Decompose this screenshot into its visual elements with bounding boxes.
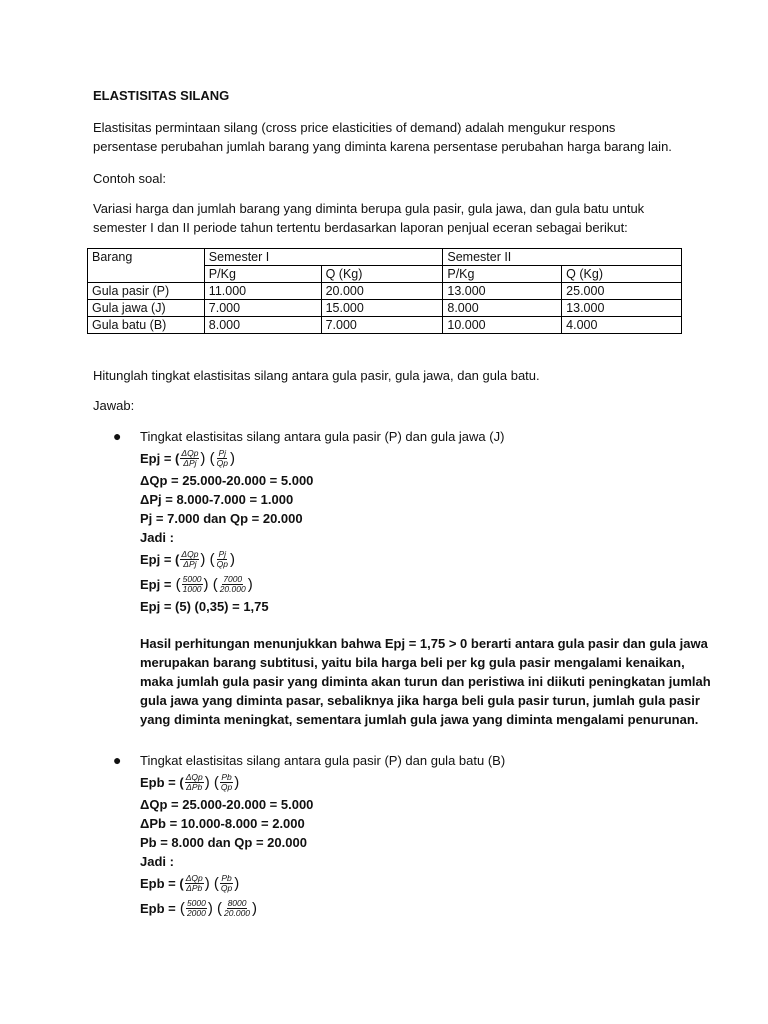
explanation-line: merupakan barang subtitusi, yaitu bila harga beli per kg gula pasir mengalami kenaikan, <box>140 655 685 670</box>
fraction-denominator: Qp <box>216 458 228 468</box>
fraction <box>223 899 251 918</box>
formula-lhs: Epb = ( <box>140 876 184 891</box>
table-cell: 15.000 <box>321 300 443 317</box>
value-formula-line: Epj = ( $\frac{5000}{1000}$ ) ( $\frac{7000}{20.000}$ ) <box>140 574 253 594</box>
section-pasir-jawa <box>140 427 711 729</box>
fraction-denominator: 1000 <box>182 584 202 594</box>
fraction-denominator: ΔPb <box>186 782 203 792</box>
table-row <box>88 317 682 334</box>
section-heading: Tingkat elastisitas silang antara gula pasir (P) dan gula batu (B) <box>140 753 506 768</box>
fraction-numerator: 7000 <box>223 574 243 584</box>
intro-line: Elastisitas permintaan silang (cross price elasticities of demand) adalah mengukur respons <box>93 120 616 135</box>
table-cell: 8.000 <box>443 300 562 317</box>
table-cell: 8.000 <box>204 317 321 334</box>
fraction-numerator: Pb <box>221 772 232 782</box>
fraction-numerator: Pb <box>221 873 232 883</box>
fraction-denominator: Qp <box>216 559 228 569</box>
table-cell: Gula jawa (J) <box>88 300 205 317</box>
explanation-line: maka jumlah gula pasir yang diminta akan turun dan peristiwa ini diikuti peningkatan jumlah <box>140 674 711 689</box>
table-row <box>88 283 682 300</box>
example-label: Contoh soal: <box>93 171 166 186</box>
fraction-numerator: ΔQp <box>185 772 203 782</box>
fraction-denominator: ΔPb <box>186 883 203 893</box>
table-header-cell: P/Kg <box>443 266 562 283</box>
table-cell: 7.000 <box>321 317 443 334</box>
table-cell: 13.000 <box>562 300 682 317</box>
fraction-numerator: 5000 <box>182 574 202 584</box>
fraction <box>186 899 207 918</box>
formula-lhs: Epj = ( <box>140 451 180 466</box>
table-header-cell: Q (Kg) <box>321 266 443 283</box>
fraction <box>185 773 204 792</box>
bullet-icon: ● <box>113 752 122 768</box>
fraction-numerator: Pj <box>218 448 227 458</box>
question-line: semester I dan II periode tahun tertentu berdasarkan laporan penjual eceran sebagai berikut: <box>93 220 628 235</box>
explanation-line: gula jawa yang diminta pasar, sebaliknya jika harga beli gula pasir turun, jumlah gula pasir <box>140 693 700 708</box>
table-cell: 10.000 <box>443 317 562 334</box>
price-quantity-table <box>87 248 682 334</box>
table-header-cell: Semester II <box>443 249 682 266</box>
table-row <box>88 300 682 317</box>
section-heading: Tingkat elastisitas silang antara gula pasir (P) dan gula jawa (J) <box>140 429 505 444</box>
table-cell: 20.000 <box>321 283 443 300</box>
table-header-row <box>88 249 682 266</box>
fraction <box>180 550 199 569</box>
formula-lhs: Epj = <box>140 577 172 592</box>
calc-line: Pb = 8.000 dan Qp = 20.000 <box>140 835 307 850</box>
fraction <box>219 575 247 594</box>
fraction-numerator: 5000 <box>186 898 206 908</box>
fraction <box>185 874 204 893</box>
fraction-denominator: 20.000 <box>224 908 251 918</box>
calc-line: ΔQp = 25.000-20.000 = 5.000 <box>140 797 314 812</box>
table-cell: 4.000 <box>562 317 682 334</box>
formula-line: Epj = ( ΔQp ΔPj ) ( $\frac{Pj}{Qp}$ ) <box>140 549 235 569</box>
intro-paragraph <box>93 118 672 156</box>
formula-line: Epb = ( ΔQp ΔPb ) ( $\frac{Pb}{Qp}$ ) <box>140 772 240 792</box>
formula-lhs: Epj = ( <box>140 552 180 567</box>
explanation-line: yang diminta meningkat, sementara jumlah gula jawa yang diminta mengalami penurunan. <box>140 712 699 727</box>
fraction <box>182 575 203 594</box>
calc-line: ΔPb = 10.000-8.000 = 2.000 <box>140 816 305 831</box>
fraction-numerator: Pj <box>218 549 227 559</box>
table-cell: 7.000 <box>204 300 321 317</box>
intro-line: persentase perubahan jumlah barang yang diminta karena persentase perubahan harga barang lain. <box>93 139 672 154</box>
answer-label: Jawab: <box>93 398 135 413</box>
document-title: ELASTISITAS SILANG <box>93 88 230 103</box>
question-paragraph <box>93 199 644 237</box>
fraction <box>216 550 229 569</box>
fraction <box>220 874 233 893</box>
explanation-line: Hasil perhitungan menunjukkan bahwa Epj = 1,75 > 0 berarti antara gula pasir dan gula jawa <box>140 636 708 651</box>
table-header-cell: P/Kg <box>204 266 321 283</box>
jadi-label: Jadi : <box>140 854 174 869</box>
formula-line: Epb = ( ΔQp ΔPb ) ( $\frac{Pb}{Qp}$ ) <box>140 873 240 893</box>
jadi-label: Jadi : <box>140 530 174 545</box>
formula-line: Epj = ( ΔQp ΔPj ) ( $\frac{Pj}{Qp}$ ) <box>140 448 235 468</box>
fraction-denominator: Qp <box>220 782 233 792</box>
table-cell: 25.000 <box>562 283 682 300</box>
fraction <box>216 449 229 468</box>
calc-line: ΔPj = 8.000-7.000 = 1.000 <box>140 492 294 507</box>
formula-lhs: Epb = ( <box>140 775 184 790</box>
fraction-numerator: ΔQp <box>181 549 199 559</box>
fraction-denominator: ΔPj <box>183 559 197 569</box>
fraction-numerator: 8000 <box>227 898 247 908</box>
fraction-denominator: 20.000 <box>219 584 246 594</box>
explanation-paragraph <box>140 634 711 729</box>
section-pasir-batu <box>140 751 505 921</box>
table-header-cell: Barang <box>88 249 205 283</box>
table-cell: Gula pasir (P) <box>88 283 205 300</box>
table-cell: 13.000 <box>443 283 562 300</box>
formula-lhs: Epb = <box>140 901 176 916</box>
table-cell: 11.000 <box>204 283 321 300</box>
bullet-icon: ● <box>113 428 122 444</box>
table-header-cell: Q (Kg) <box>562 266 682 283</box>
fraction-denominator: ΔPj <box>183 458 197 468</box>
fraction-denominator: 2000 <box>186 908 206 918</box>
fraction-numerator: ΔQp <box>181 448 199 458</box>
result-line: Epj = (5) (0,35) = 1,75 <box>140 599 269 614</box>
fraction-numerator: ΔQp <box>185 873 203 883</box>
table-cell: Gula batu (B) <box>88 317 205 334</box>
fraction-denominator: Qp <box>220 883 233 893</box>
calc-line: ΔQp = 25.000-20.000 = 5.000 <box>140 473 314 488</box>
task-text: Hitunglah tingkat elastisitas silang antara gula pasir, gula jawa, dan gula batu. <box>93 368 540 383</box>
fraction <box>220 773 233 792</box>
calc-line: Pj = 7.000 dan Qp = 20.000 <box>140 511 303 526</box>
value-formula-line: Epb = ( $\frac{5000}{2000}$ ) ( $\frac{8000}{20.000}$ ) <box>140 898 258 918</box>
table-header-cell: Semester I <box>204 249 443 266</box>
fraction <box>180 449 199 468</box>
question-line: Variasi harga dan jumlah barang yang diminta berupa gula pasir, gula jawa, dan gula batu untuk <box>93 201 645 216</box>
